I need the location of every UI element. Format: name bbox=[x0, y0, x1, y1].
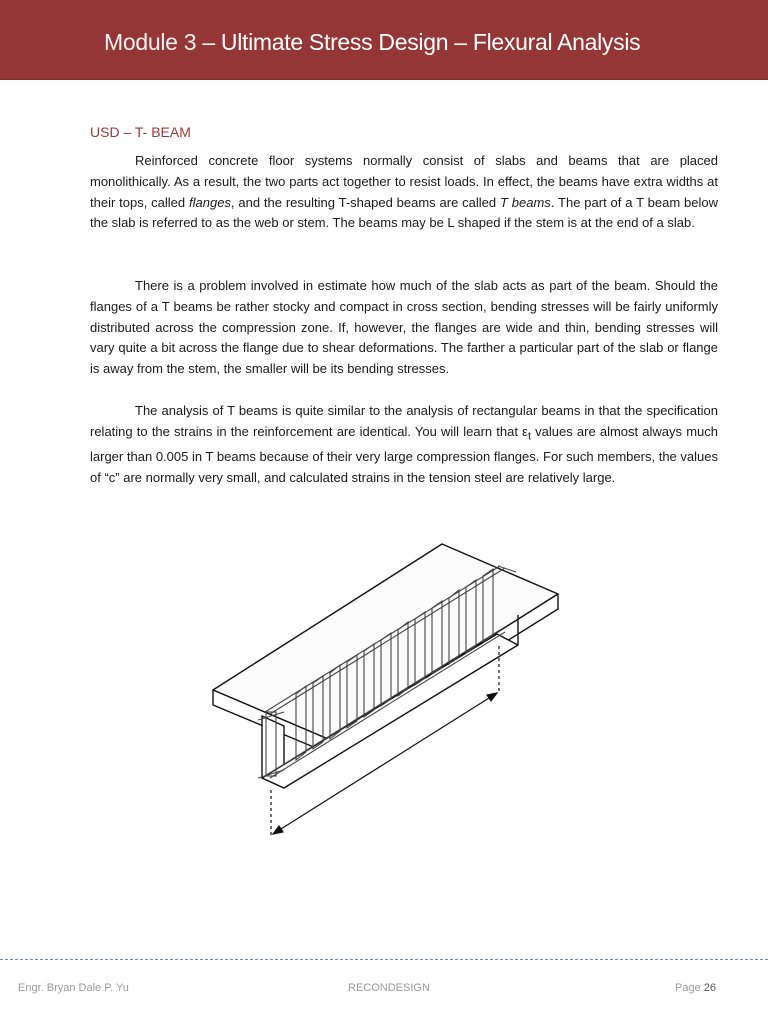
t-beam-figure bbox=[205, 535, 565, 845]
term-t-beams: T beams bbox=[500, 194, 551, 210]
footer-author: Engr. Bryan Dale P. Yu bbox=[18, 982, 129, 994]
paragraph-3-text-b: values are almost always much larger than 0.005 in T beams because of their very large compression flanges. For such members, the values of “c” are normally very small, and calculated strains in the tension steel are relatively large. bbox=[90, 423, 718, 485]
module-title: – Ultimate Stress Design – Flexural Analysis bbox=[202, 29, 641, 55]
section-heading: USD – T- BEAM bbox=[90, 124, 191, 140]
page-title bbox=[104, 29, 640, 56]
paragraph-1-text-a: Reinforced concrete floor systems normally consist of slabs and beams that are placed monolithically. As a result, the two parts act together to resist loads. In effect, the beams have extra widths at their tops, called bbox=[90, 153, 718, 210]
footer-divider bbox=[0, 959, 768, 960]
term-flanges: flanges bbox=[189, 194, 231, 210]
paragraph-1 bbox=[90, 151, 718, 234]
paragraph-3-text-a: The analysis of T beams is quite similar to the analysis of rectangular beams in that the specification relating to the strains in the reinforcement are identical. You will learn that ε bbox=[90, 403, 718, 439]
footer-course: RECONDESIGN bbox=[348, 982, 430, 994]
paragraph-2 bbox=[90, 276, 718, 380]
paragraph-2-text: There is a problem involved in estimate how much of the slab acts as part of the beam. Should the flanges of a T beams be rather stocky and compact in cross section, bending stresses will be fairly uniformly distributed across the compression zone. If, however, the flanges are wide and thin, bending stresses will vary quite a bit across the flange due to shear deformations. The farther a particular part of the slab or flange is away from the stem, the smaller will be its bending stresses. bbox=[90, 278, 718, 377]
page-number: 26 bbox=[703, 982, 716, 994]
header-banner bbox=[0, 0, 768, 80]
paragraph-3 bbox=[90, 401, 718, 489]
paragraph-1-text-b: , and the resulting T-shaped beams are called bbox=[230, 194, 500, 210]
page-label: Page bbox=[674, 982, 701, 994]
paragraph-1-text-c: . The part of a T beam below the slab is referred to as the web or stem. The beams may be L shaped if the stem is at the end of a slab. bbox=[90, 194, 718, 231]
footer-page bbox=[675, 982, 716, 994]
module-label: Module 3 bbox=[104, 29, 197, 55]
epsilon-subscript: t bbox=[527, 430, 531, 443]
